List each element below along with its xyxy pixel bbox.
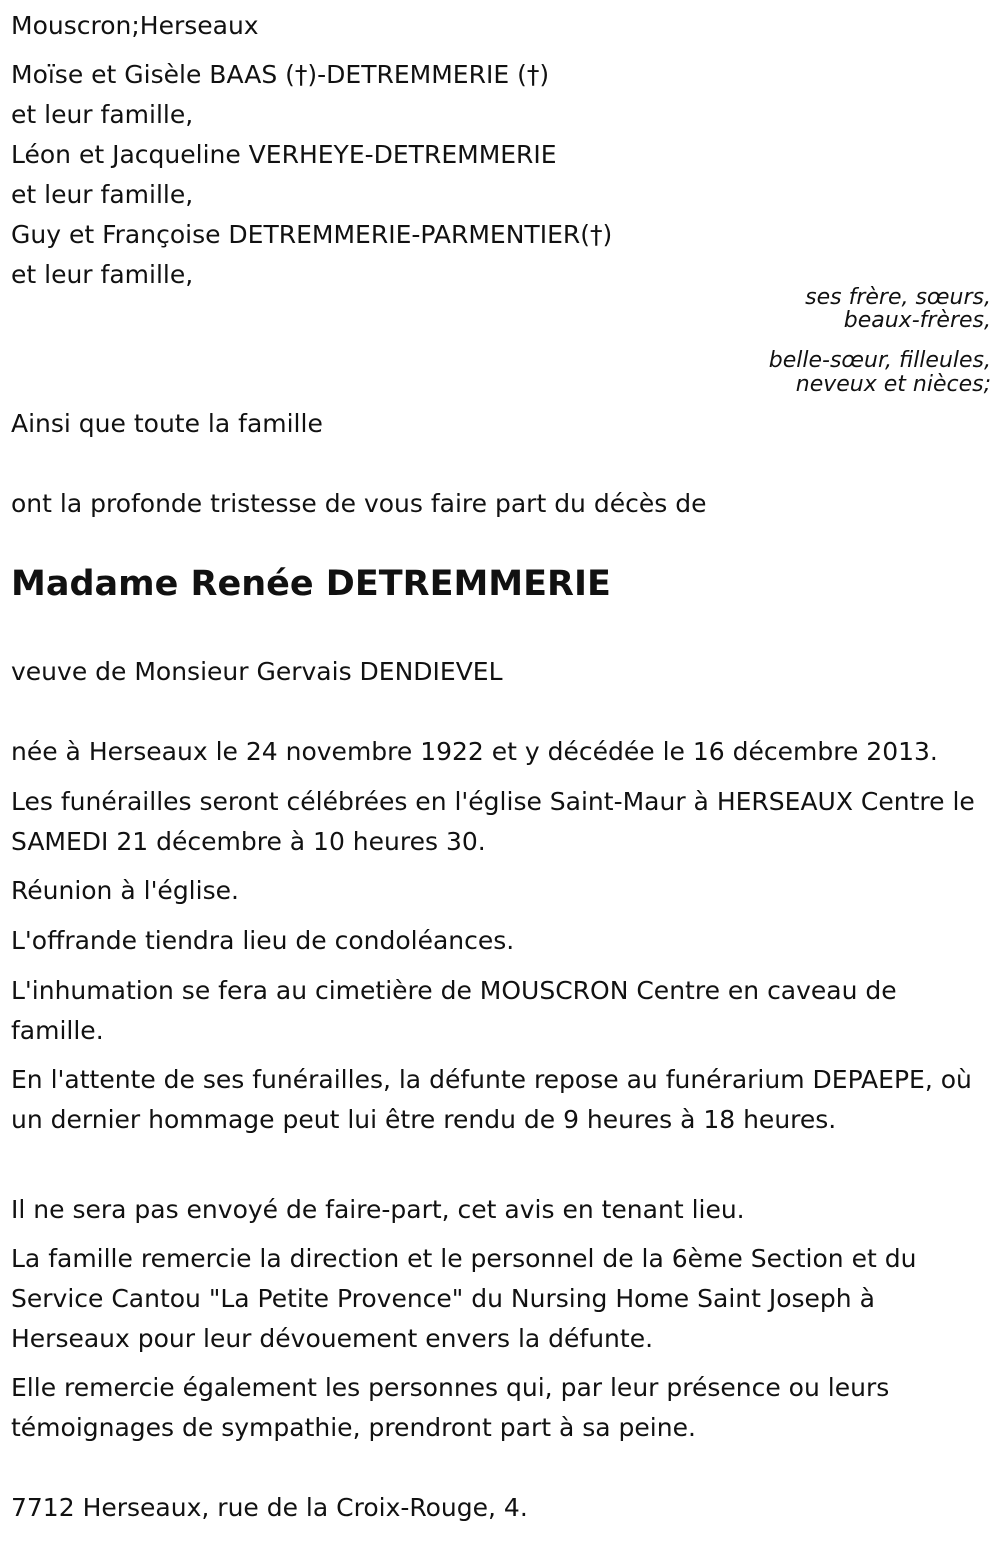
deceased-name: Madame Renée DETREMMERIE [11, 564, 611, 604]
relations-line-2: beaux-frères, [843, 308, 991, 333]
family-name-1: Moïse et Gisèle BAAS (†)-DETREMMERIE (†) [11, 60, 550, 89]
thanks-sympathy: Elle remercie également les personnes qui, par leur présence ou leurs témoignages de sympathie, prendront part à sa peine. [11, 1373, 890, 1442]
burial-info: L'inhumation se fera au cimetière de MOUSCRON Centre en caveau de famille. [11, 976, 897, 1045]
announcement: ont la profonde tristesse de vous faire part du décès de [11, 489, 707, 518]
family-all: Ainsi que toute la famille [11, 409, 323, 438]
widow-of: veuve de Monsieur Gervais DENDIEVEL [11, 657, 503, 686]
location-header: Mouscron;Herseaux [11, 11, 259, 40]
no-card-info: Il ne sera pas envoyé de faire-part, cet avis en tenant lieu. [11, 1195, 745, 1224]
meeting-info: Réunion à l'église. [11, 876, 239, 905]
relations-line-1: ses frère, sœurs, [805, 285, 991, 310]
family-note-2: et leur famille, [11, 180, 194, 209]
address: 7712 Herseaux, rue de la Croix-Rouge, 4. [11, 1493, 528, 1522]
thanks-staff: La famille remercie la direction et le personnel de la 6ème Section et du Service Cantou "La Petite Provence" du Nursing Home Saint Joseph à Herseaux pour leur dévouement envers la défunte. [11, 1244, 917, 1353]
relations-line-4: neveux et nièces; [795, 372, 991, 397]
offering-info: L'offrande tiendra lieu de condoléances. [11, 926, 515, 955]
family-note-3: et leur famille, [11, 260, 194, 289]
funerarium-info: En l'attente de ses funérailles, la défunte repose au funérarium DEPAEPE, où un dernier hommage peut lui être rendu de 9 heures à 18 heures. [11, 1065, 972, 1134]
funeral-info: Les funérailles seront célébrées en l'église Saint-Maur à HERSEAUX Centre le SAMEDI 21 décembre à 10 heures 30. [11, 787, 975, 856]
family-name-3: Guy et Françoise DETREMMERIE-PARMENTIER(†) [11, 220, 613, 249]
relations-line-3: belle-sœur, filleules, [768, 348, 991, 373]
birth-death: née à Herseaux le 24 novembre 1922 et y décédée le 16 décembre 2013. [11, 737, 938, 766]
family-name-2: Léon et Jacqueline VERHEYE-DETREMMERIE [11, 140, 557, 169]
family-note-1: et leur famille, [11, 100, 194, 129]
